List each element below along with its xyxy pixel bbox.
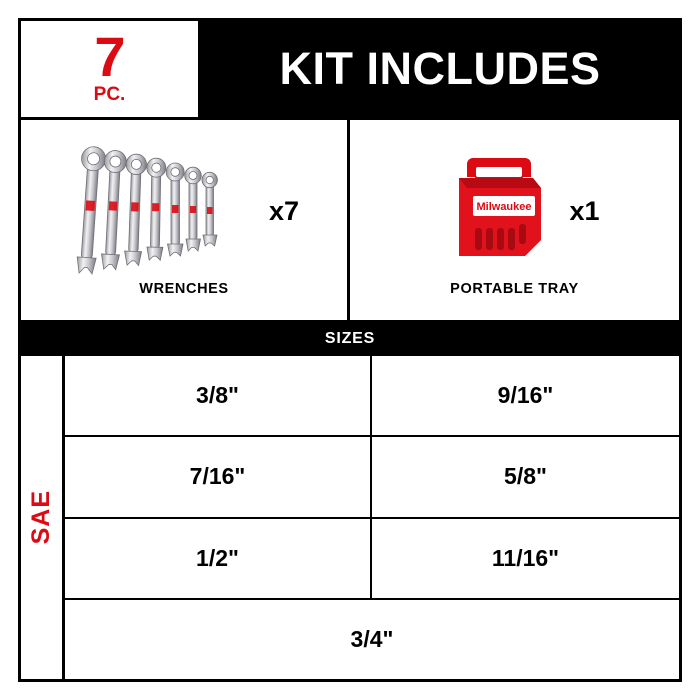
item-portable-tray — [350, 120, 679, 320]
svg-text:Milwaukee: Milwaukee — [476, 200, 532, 213]
wrenches-quantity: x7 — [268, 195, 300, 226]
sizes-grid — [65, 356, 679, 679]
sizes-table — [21, 356, 679, 679]
item-wrenches — [21, 120, 350, 320]
piece-count-number: 7 — [94, 24, 125, 88]
sae-column — [21, 356, 65, 679]
piece-count-unit: PC. — [93, 84, 126, 106]
table-row — [65, 600, 679, 679]
portable-tray-icon — [429, 144, 559, 279]
size-cell: 3/8" — [65, 356, 372, 435]
table-row — [65, 519, 679, 600]
table-row — [65, 356, 679, 437]
piece-count-badge — [21, 21, 201, 117]
table-row — [65, 437, 679, 518]
size-cell: 1/2" — [65, 519, 372, 598]
size-cell: 9/16" — [497, 382, 554, 409]
included-items-row — [21, 117, 679, 320]
size-cell: 3/4" — [350, 625, 394, 652]
spec-frame — [18, 18, 682, 682]
sae-label: SAE — [27, 490, 55, 545]
size-cell: 5/8" — [504, 463, 547, 490]
portable-tray-label: PORTABLE TRAY — [450, 280, 579, 297]
wrenches-label: WRENCHES — [139, 280, 229, 297]
wrench-set-visual — [21, 144, 347, 279]
wrench-set-icon — [69, 141, 259, 281]
portable-tray-quantity: x1 — [569, 195, 600, 226]
sizes-section-title: SIZES — [21, 320, 679, 356]
size-cell: 11/16" — [491, 544, 560, 571]
size-cell: 7/16" — [65, 437, 372, 516]
portable-tray-visual — [350, 144, 679, 279]
header — [21, 21, 679, 117]
page-title: KIT INCLUDES — [201, 21, 679, 117]
